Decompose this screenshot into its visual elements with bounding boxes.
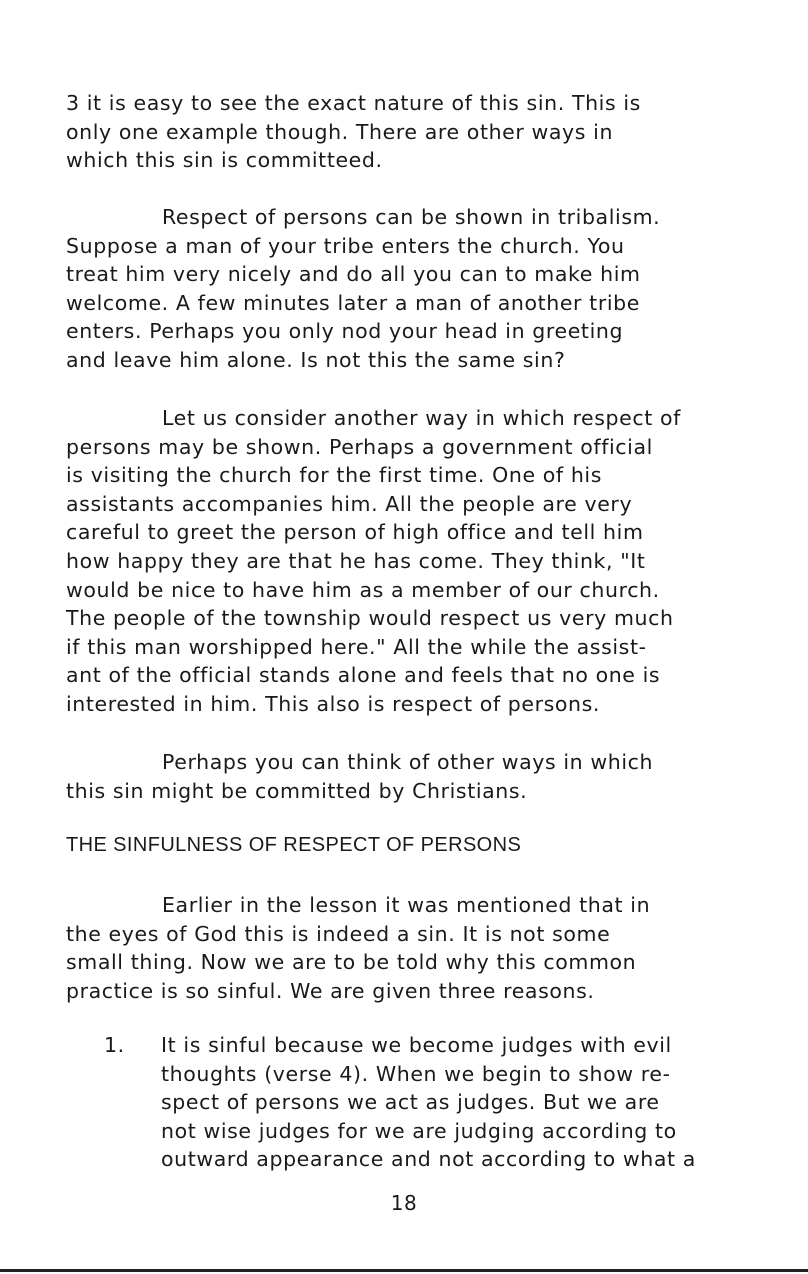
text-line: Earlier in the lesson it was mentioned that in (162, 893, 651, 917)
text-line: the eyes of God this is indeed a sin. It is not some (66, 921, 611, 946)
paragraph-5 (66, 891, 756, 1005)
text-line: Respect of persons can be shown in tribalism. (162, 205, 661, 229)
text-line: interested in him. This also is respect of persons. (66, 691, 601, 716)
text-line: assistants accompanies him. All the people are very (66, 491, 633, 516)
text-line: enters. Perhaps you only nod your head in greeting (66, 319, 624, 344)
section-heading: THE SINFULNESS OF RESPECT OF PERSONS (66, 834, 522, 856)
text-line: careful to greet the person of high office and tell him (66, 520, 644, 545)
text-line: welcome. A few minutes later a man of another tribe (66, 290, 640, 315)
paragraph-4 (66, 748, 756, 805)
text-line: is visiting the church for the first time. One of his (66, 463, 603, 488)
text-line: and leave him alone. Is not this the same sin? (66, 347, 566, 372)
list-number: 1. (104, 1033, 125, 1057)
text-line: spect of persons we act as judges. But we are (161, 1090, 660, 1115)
text-line: treat him very nicely and do all you can to make him (66, 262, 641, 287)
text-line: thoughts (verse 4). When we begin to show re- (161, 1061, 671, 1086)
text-line: The people of the township would respect us very much (66, 606, 674, 631)
text-line: practice is so sinful. We are given three reasons. (66, 978, 595, 1003)
paragraph-2 (66, 203, 756, 375)
text-line: would be nice to have him as a member of our church. (66, 577, 660, 602)
text-line: outward appearance and not according to what a (161, 1147, 696, 1172)
list-item-body (161, 1031, 761, 1174)
text-line: only one example though. There are other ways in (66, 119, 614, 144)
text-line: this sin might be committed by Christians. (66, 778, 528, 803)
text-line: not wise judges for we are judging according to (161, 1118, 677, 1143)
page-number: 18 (390, 1191, 418, 1215)
text-line: Suppose a man of your tribe enters the church. You (66, 233, 625, 258)
paragraph-3 (66, 404, 756, 719)
text-line: if this man worshipped here." All the while the assist- (66, 634, 647, 659)
text-line: Let us consider another way in which respect of (162, 406, 681, 430)
text-line: persons may be shown. Perhaps a government official (66, 434, 653, 459)
text-line: ant of the official stands alone and feels that no one is (66, 663, 661, 688)
text-line: which this sin is committeed. (66, 148, 383, 173)
text-line: Perhaps you can think of other ways in which (162, 750, 654, 774)
paragraph-1 (66, 89, 756, 175)
text-line: 3 it is easy to see the exact nature of this sin. This is (66, 91, 641, 115)
text-line: small thing. Now we are to be told why this common (66, 950, 637, 975)
page-bottom-edge (0, 1269, 808, 1272)
text-line: how happy they are that he has come. They think, "It (66, 548, 646, 573)
text-line: It is sinful because we become judges with evil (161, 1033, 672, 1057)
